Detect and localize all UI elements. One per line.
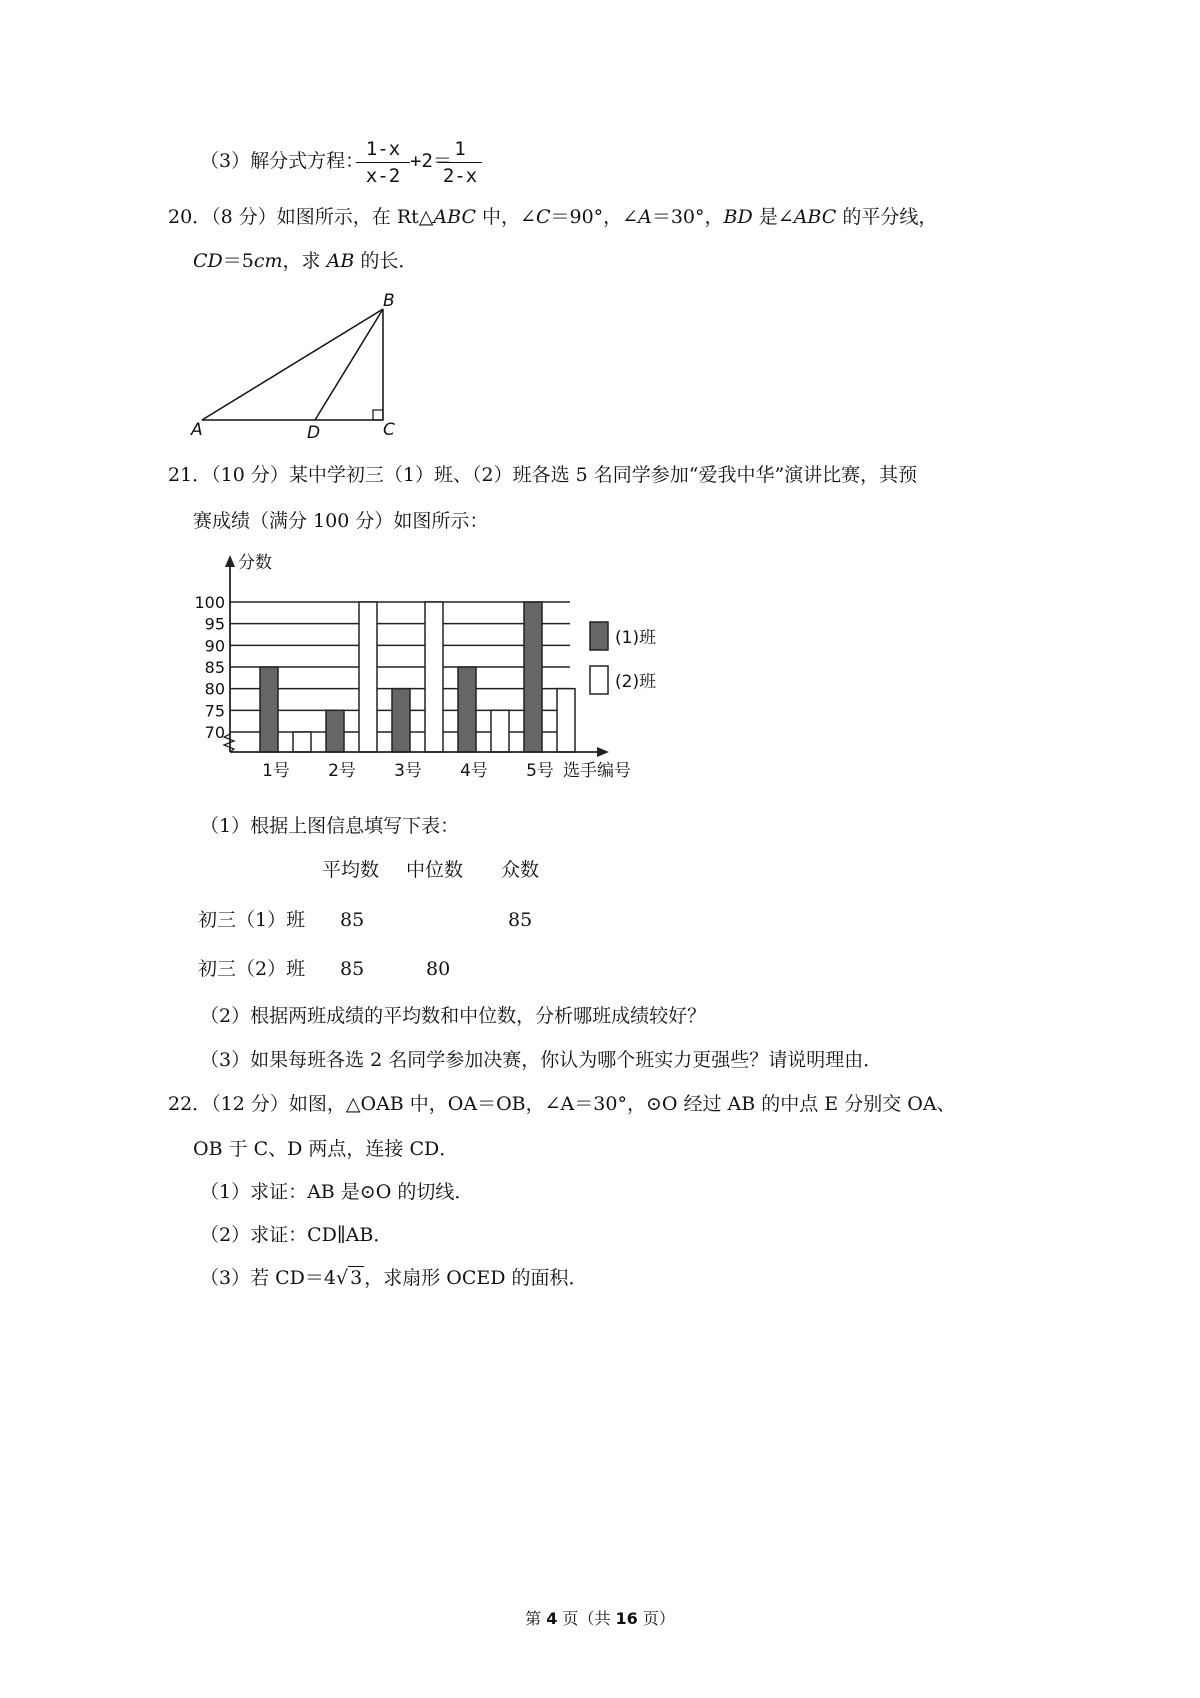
- q22-line2: OB 于 C、D 两点，连接 CD．: [193, 1138, 459, 1160]
- legend-label: (1)班: [615, 628, 657, 648]
- table-row-label: 初三（2）班: [198, 958, 306, 980]
- table-header-mean: 平均数: [322, 859, 380, 881]
- sqrt-symbol: √ 3: [336, 1267, 363, 1289]
- bar: [359, 602, 377, 752]
- page-footer: 第 4 页（共 16 页）: [525, 1609, 675, 1628]
- legend-label: (2)班: [615, 672, 657, 692]
- bar: [524, 602, 542, 752]
- table-cell-mean: 85: [340, 958, 365, 980]
- x-tick-label: 4号: [460, 761, 488, 781]
- table-cell-median: 80: [426, 958, 451, 980]
- bar: [425, 602, 443, 752]
- q20-line1: 20．（8 分）如图所示，在 Rt△ABC 中，∠C＝90°，∠A＝30°，BD 是∠ABC 的平分线，: [168, 206, 938, 228]
- y-tick-label: 80: [204, 679, 225, 699]
- x-tick-label: 1号: [262, 761, 290, 781]
- q22-sub1: （1）求证：AB 是⊙O 的切线．: [200, 1181, 474, 1203]
- x-axis-arrow: [597, 747, 609, 757]
- y-tick-label: 100: [194, 593, 225, 612]
- q19-3-lhs-fraction: [356, 137, 410, 188]
- y-tick-label: 90: [204, 636, 225, 656]
- q19-3-lhs-denominator: x-2: [365, 165, 401, 187]
- table-row-label: 初三（1）班: [198, 909, 306, 931]
- y-tick-label: 75: [204, 701, 225, 721]
- x-tick-label: 3号: [394, 761, 422, 781]
- table-header-mode: 众数: [501, 859, 540, 881]
- y-axis-arrow: [225, 555, 235, 567]
- q21-line2: 赛成绩（满分 100 分）如图所示：: [193, 510, 489, 532]
- bar: [557, 689, 575, 752]
- y-tick-label: 85: [204, 658, 225, 677]
- bar: [491, 710, 509, 752]
- q19-3-plus-equals: +2＝: [410, 150, 452, 172]
- q21-sub1: （1）根据上图信息填写下表：: [200, 815, 460, 837]
- q21-bar-chart: [185, 545, 665, 805]
- q20-triangle-figure: [185, 288, 415, 448]
- bar: [293, 732, 311, 752]
- q21-line1: 21．（10 分）某中学初三（1）班、（2）班各选 5 名同学参加“爱我中华”演讲比赛，其预: [168, 464, 918, 486]
- bar: [458, 667, 476, 752]
- q20-line2: CD＝5cm，求 AB 的长．: [193, 250, 418, 272]
- y-tick-label: 70: [204, 723, 225, 742]
- q20-label-d: D: [307, 423, 321, 443]
- q19-3-prefix: （3）解分式方程：: [200, 150, 365, 172]
- q19-3-rhs-fraction: [438, 137, 482, 188]
- bar: [392, 689, 410, 752]
- table-header-median: 中位数: [406, 859, 464, 881]
- x-tick-label: 5号: [526, 761, 554, 781]
- q22-sub3: （3）若 CD＝4√ 3 ，求扇形 OCED 的面积．: [200, 1267, 588, 1289]
- q22-line1: 22．（12 分）如图，△OAB 中，OA＝OB，∠A＝30°，⊙O 经过 AB 的中点 E 分别交 OA、: [168, 1093, 956, 1115]
- legend-swatch: [590, 622, 608, 650]
- q20-label-a: A: [191, 420, 203, 440]
- y-axis-label: 分数: [238, 553, 272, 573]
- q19-3-rhs-numerator: 1: [454, 138, 466, 160]
- table-cell-mode: 85: [508, 909, 533, 931]
- q20-label-b: B: [383, 291, 395, 311]
- q21-sub3: （3）如果每班各选 2 名同学参加决赛，你认为哪个班实力更强些？请说明理由．: [200, 1049, 883, 1071]
- q22-sub2: （2）求证：CD∥AB．: [200, 1224, 393, 1246]
- q20-label-c: C: [383, 420, 395, 440]
- axis-break-zigzag: [224, 734, 234, 752]
- q21-sub2: （2）根据两班成绩的平均数和中位数，分析哪班成绩较好？: [200, 1005, 707, 1027]
- q19-3-rhs-denominator: 2-x: [442, 165, 478, 187]
- legend-swatch: [590, 666, 608, 694]
- x-tick-label: 2号: [328, 761, 356, 781]
- bar: [326, 710, 344, 752]
- table-cell-mean: 85: [340, 909, 365, 931]
- q19-3-lhs-numerator: 1-x: [365, 138, 401, 160]
- x-axis-label: 选手编号: [563, 761, 631, 781]
- bar: [260, 667, 278, 752]
- y-tick-label: 95: [204, 614, 225, 634]
